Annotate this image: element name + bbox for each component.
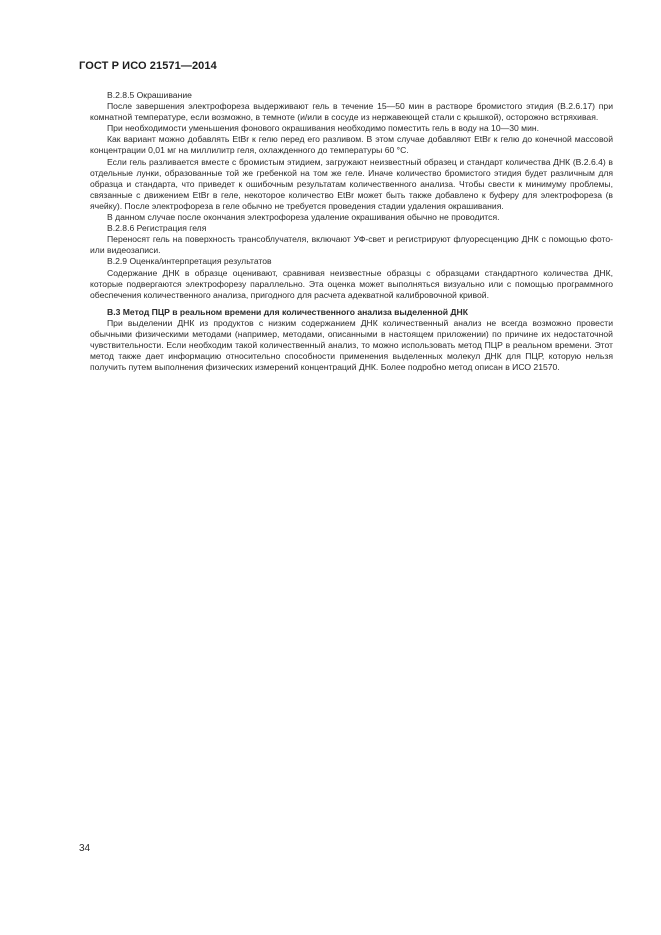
section-heading-b-2-8-5: В.2.8.5 Окрашивание (107, 90, 192, 100)
paragraph-no-destaining: В данном случае после окончания электрофореза удаление окрашивания обычно не проводится. (107, 212, 500, 223)
paragraph-gel-registration: Переносят гель на поверхность трансоблучателя, включают УФ-свет и регистрируют флуоресценцию ДНК с помощью фото- или видеозаписи. (90, 234, 613, 256)
section-heading-b-3: В.3 Метод ПЦР в реальном времени для количественного анализа выделенной ДНК (107, 306, 469, 317)
paragraph-real-time-pcr: При выделении ДНК из продуктов с низким содержанием ДНК количественный анализ не всегда возможно провести обычными физическими методами (например, методами, описанными в настоящем приложении) по причине их недостаточной чувствительности. Если необходим такой количественный анализ, то можно использовать метод ПЦР в реальном времени. Этот метод также дает информацию относительно способности применения выделенных молекул ДНК для ПЦР, которую нельзя получить путем выполнения физических измерений концентраций ДНК. Более подробно метод описан в ИСО 21570. (90, 317, 613, 373)
paragraph-evaluation: Содержание ДНК в образце оценивают, сравнивая неизвестные образцы с образцами стандартного количества ДНК, которые подвергаются электрофорезу параллельно. Эта оценка может выполняться визуально или с помощью программного обеспечения количественного анализа, пригодного для расчета адекватной калибровочной кривой. (90, 267, 613, 300)
paragraph-staining-procedure: После завершения электрофореза выдерживают гель в течение 15—50 мин в растворе бромистого этидия (В.2.6.17) при комнатной температуре, если возможно, в темноте (и/или в сосуде из нержавеющей стали с крышкой), осторожно встряхивая. (90, 101, 613, 123)
document-header: ГОСТ Р ИСО 21571—2014 (79, 60, 217, 72)
section-heading-b-2-8-6: В.2.8.6 Регистрация геля (107, 223, 207, 234)
page-number: 34 (79, 843, 91, 854)
paragraph-etbr-gel-loading: Если гель разливается вместе с бромистым этидием, загружают неизвестный образец и стандарт количества ДНК (В.2.6.4) в отдельные лунки, образованные той же гребенкой на том же геле. Иначе количество бромистого этидия будет различным для образца и стандарта, что приведет к ошибочным результатам количественного анализа. Чтобы свести к минимуму проблемы, связанные с движением EtBr в геле, некоторое количество EtBr может быть также добавлено к буферу для электрофореза (в ячейку). После электрофореза в геле обычно не требуется проведения стадии удаления окрашивания. (90, 156, 613, 211)
paragraph-background-reduction: При необходимости уменьшения фонового окрашивания необходимо поместить гель в воду на 10—30 мин. (107, 123, 539, 134)
section-heading-b-2-9: В.2.9 Оценка/интерпретация результатов (107, 256, 272, 267)
paragraph-etbr-alternative: Как вариант можно добавлять EtBr к гелю перед его разливом. В этом случае добавляют EtBr к гелю до конечной массовой концентрации 0,01 мг на миллилитр геля, охлажденного до температуры 60 °С. (90, 134, 613, 156)
document-body (90, 90, 613, 373)
